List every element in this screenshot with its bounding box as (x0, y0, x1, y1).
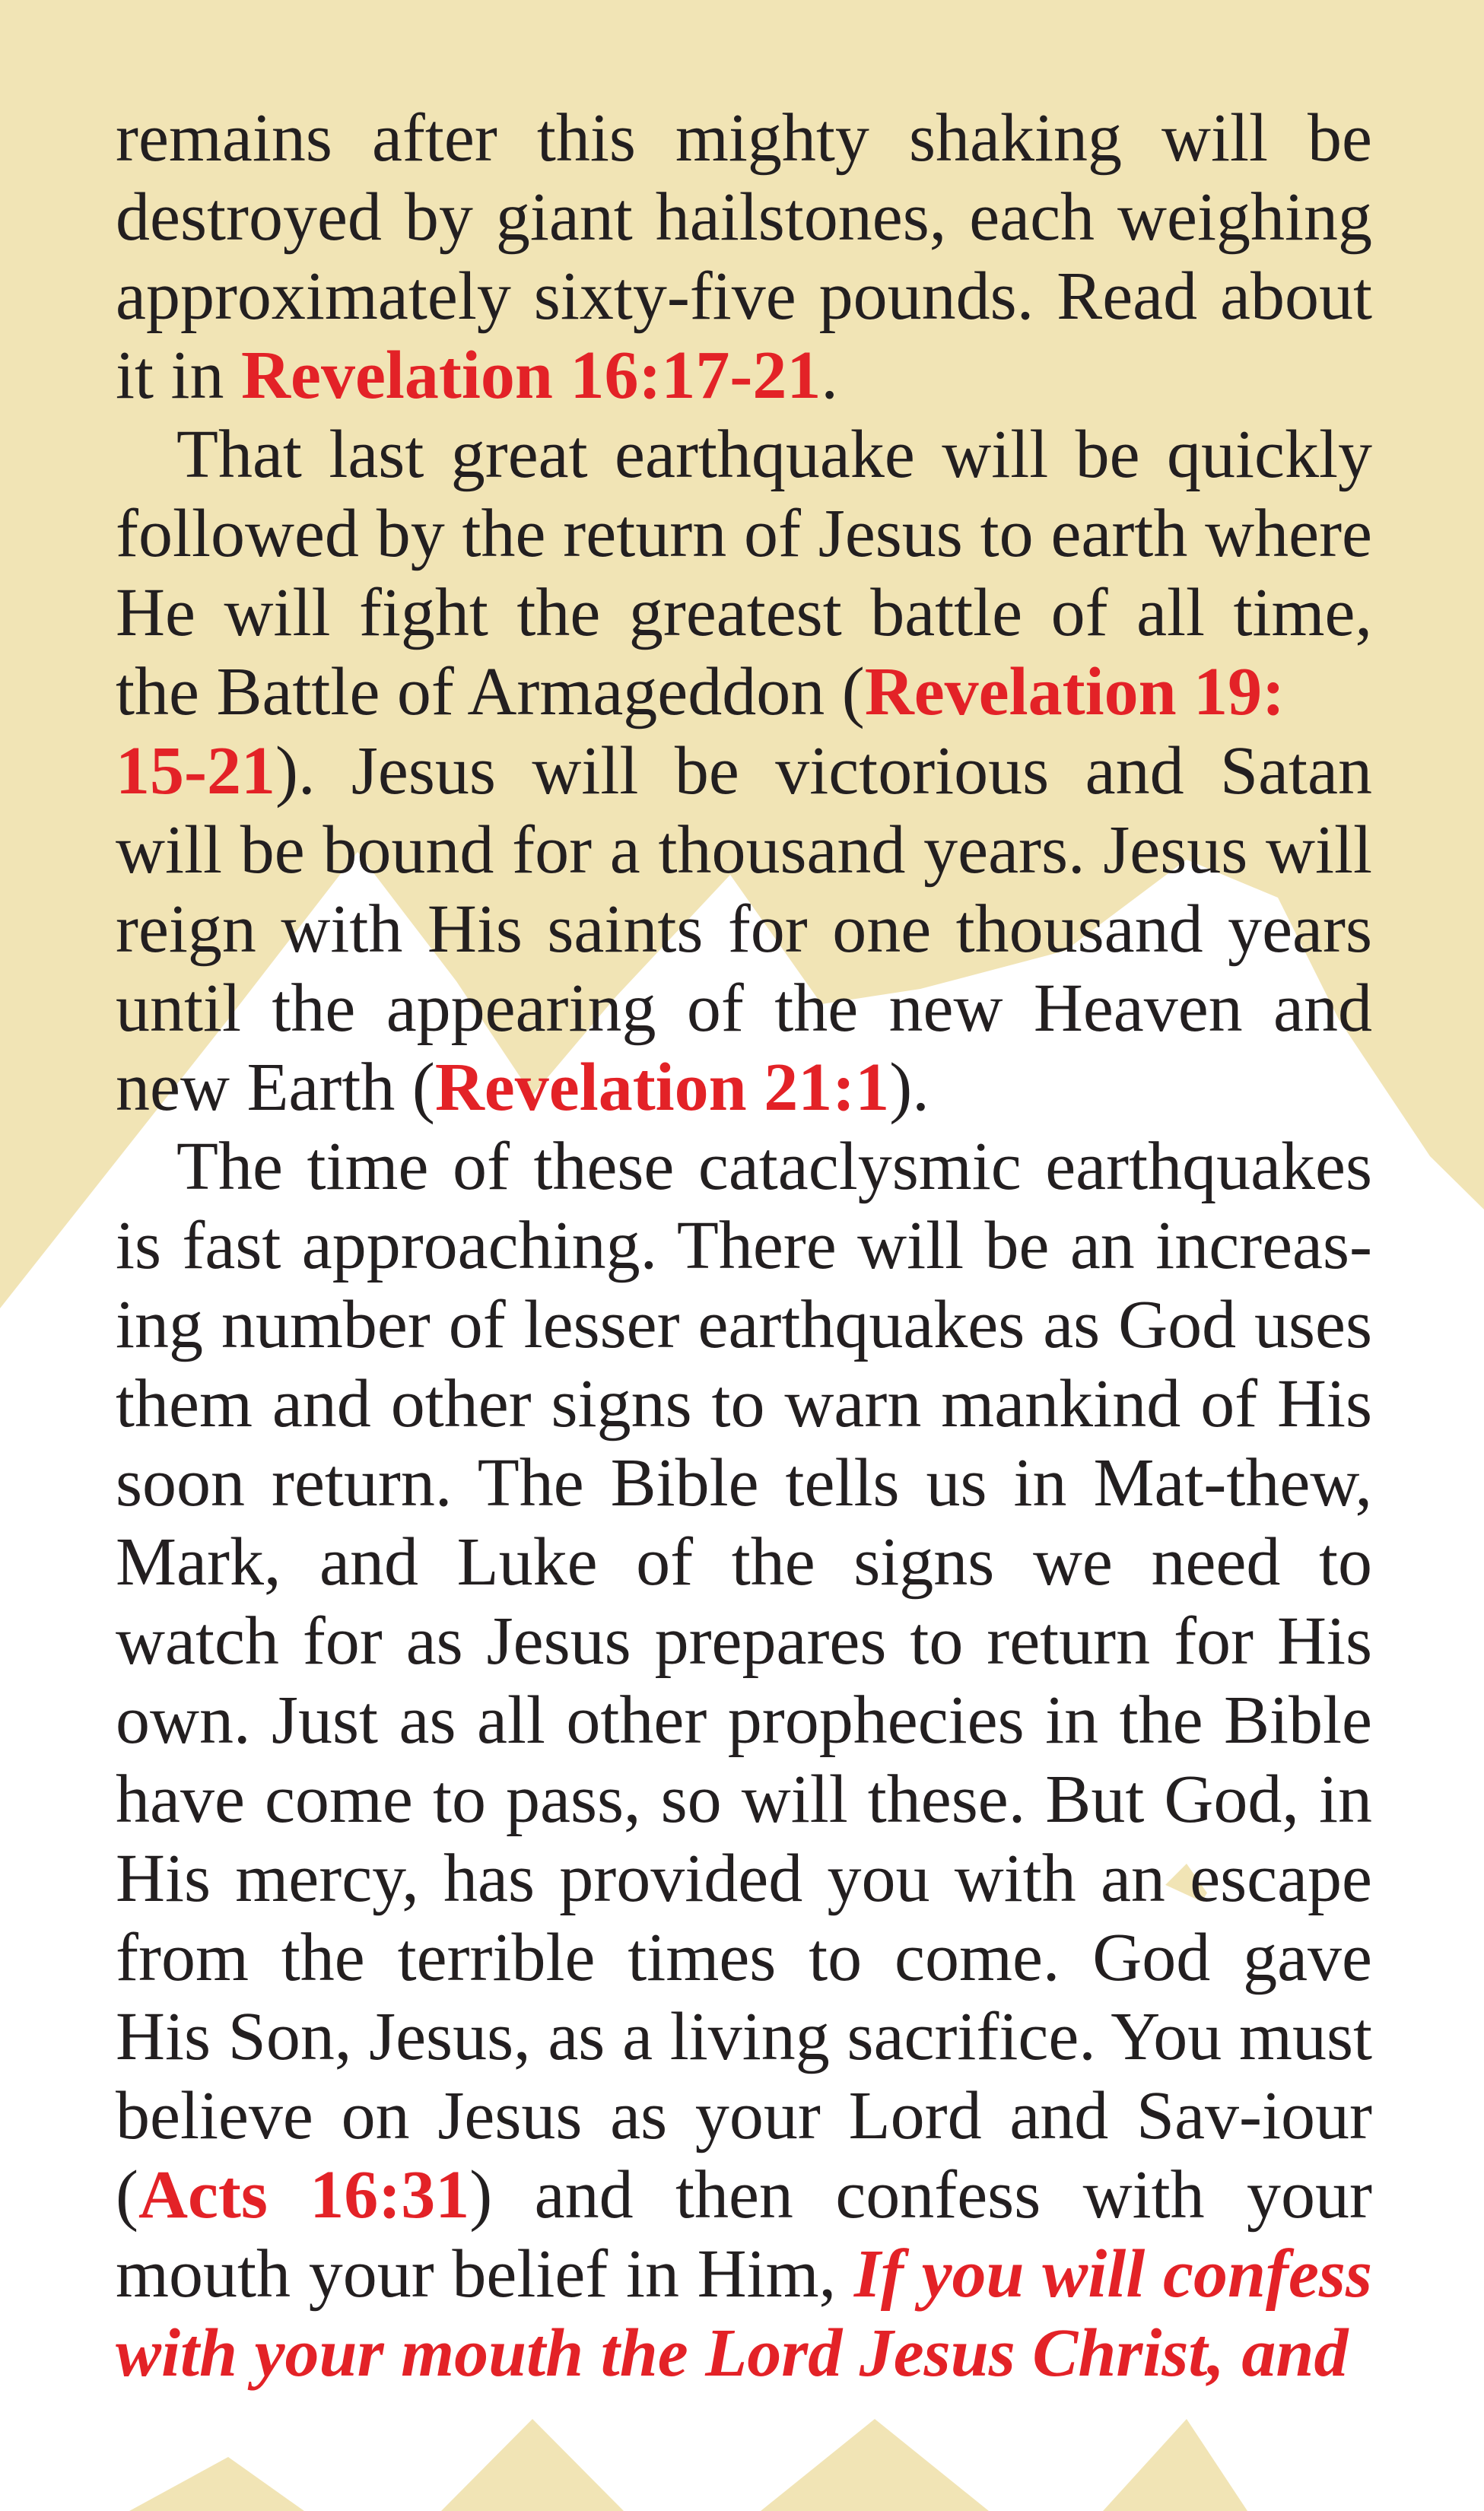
page-text (116, 99, 1372, 2393)
scripture-reference-revelation-19-part2: 15-21 (116, 733, 275, 809)
paragraph-2-text-middle: ). Jesus will be victorious and Satan will be bound for a thousand years. Jesus will reign with His saints for one thousand years until the appearing of the new Heaven and new Earth ( (116, 733, 1372, 1125)
paragraph-3-text-middle: ) and then confess with your mouth your belief in Him, (116, 2157, 1372, 2312)
paragraph-1-text-start: remains after this mighty shaking will be destroyed by giant hailstones, each weighing approximately sixty-five pounds. Read about it in (116, 100, 1372, 413)
paragraph-3-text-start: The time of these cataclysmic earthquakes is fast approaching. There will be an increas-ing number of lesser earthquakes as God uses them and other signs to warn mankind of His soon return. The Bible tells us in Mat-thew, Mark, and Luke of the signs we need to watch for as Jesus prepares to return for His own. Just as all other prophecies in the Bible have come to pass, so will these. But God, in His mercy, has provided you with an escape from the terrible times to come. God gave His Son, Jesus, as a living sacrifice. You must believe on Jesus as your Lord and Sav-iour ( (116, 1129, 1372, 2233)
scripture-reference-revelation-16: Revelation 16:17-21 (241, 338, 821, 413)
scripture-quote: If you will confess with your mouth the Lord Jesus Christ, and (116, 2236, 1372, 2391)
paragraph-2-text-start: That last great earthquake will be quickly followed by the return of Jesus to earth where He will fight the greatest battle of all time, the Battle of Armageddon ( (116, 417, 1372, 729)
paragraph-1-text-end: . (821, 338, 838, 413)
paragraph-1 (116, 99, 1372, 415)
paragraph-2 (116, 415, 1372, 1127)
paragraph-3 (116, 1127, 1372, 2393)
paragraph-2-text-end: ). (889, 1050, 929, 1125)
scripture-reference-acts-16: Acts 16:31 (138, 2157, 470, 2233)
scripture-reference-revelation-21: Revelation 21:1 (434, 1050, 890, 1125)
scripture-reference-revelation-19-part1: Revelation 19: (864, 654, 1285, 729)
